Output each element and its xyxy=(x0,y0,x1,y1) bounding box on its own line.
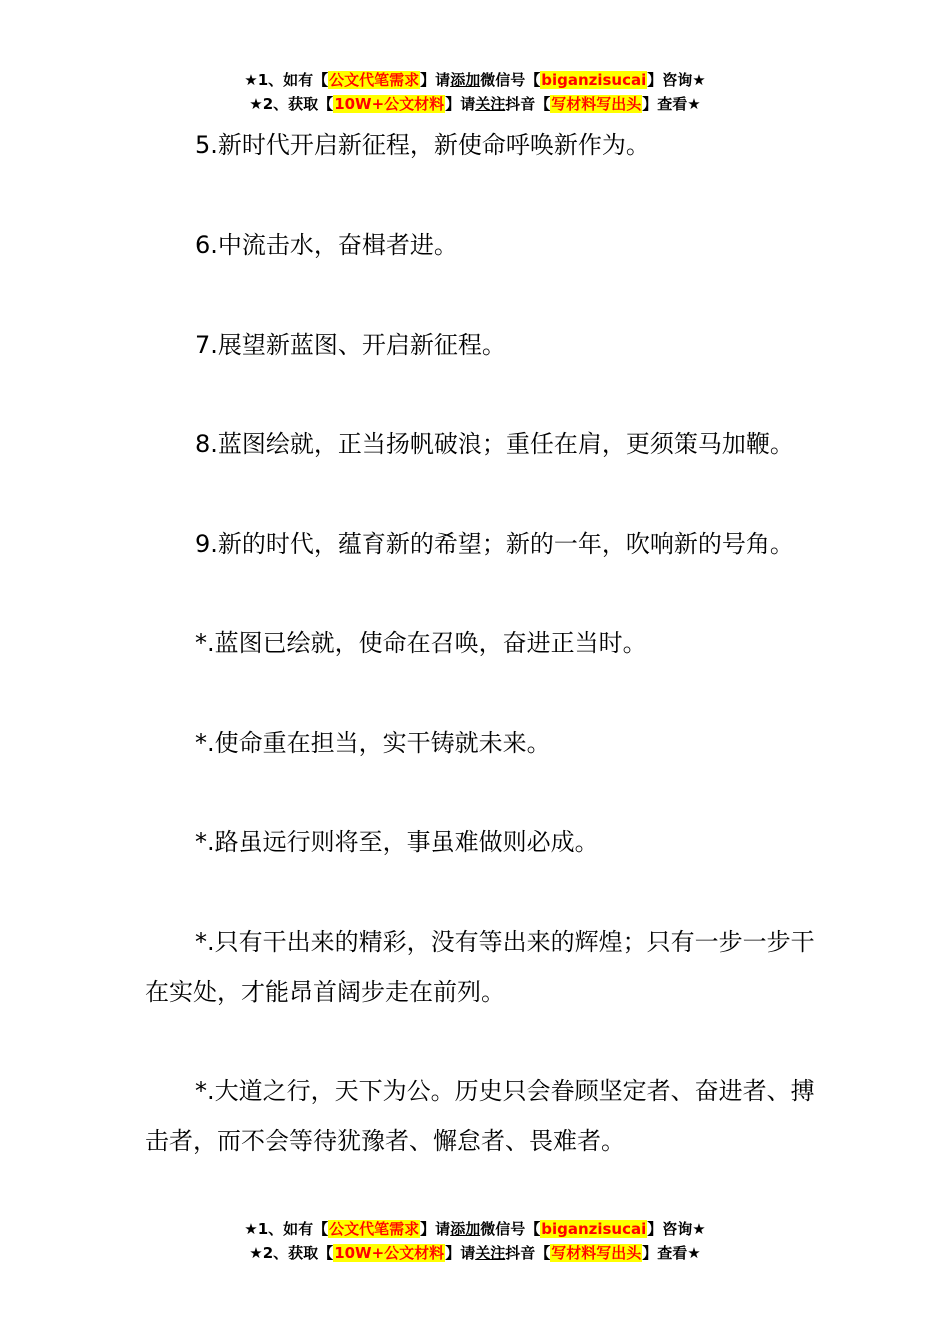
paragraph-star-1: *.蓝图已绘就，使命在召唤，奋进正当时。 xyxy=(195,629,647,657)
paragraph-9: 9.新的时代，蕴育新的希望；新的一年，吹响新的号角。 xyxy=(195,530,794,558)
highlight-wechat-id: biganzisucai xyxy=(541,1220,647,1238)
banner-line-2 xyxy=(0,1241,950,1265)
paragraph-star-5: *.大道之行，天下为公。历史只会眷顾坚定者、奋进者、搏击者，而不会等待犹豫者、懈怠者、畏难者。 xyxy=(145,1077,815,1155)
banner-text: ★2、获取【 xyxy=(249,95,334,113)
underlined-text: 关注 xyxy=(475,95,506,113)
banner-text: 】请 xyxy=(445,95,476,113)
banner-text: 】咨询★ xyxy=(647,71,706,89)
highlight-service: 公文代笔需求 xyxy=(329,1220,420,1238)
highlight-wechat-id: biganzisucai xyxy=(541,71,647,89)
paragraph-star-2: *.使命重在担当，实干铸就未来。 xyxy=(195,729,551,757)
paragraph-8: 8.蓝图绘就，正当扬帆破浪；重任在肩，更须策马加鞭。 xyxy=(195,430,794,458)
underlined-text: 添加 xyxy=(450,71,481,89)
paragraph-star-4: *.只有干出来的精彩，没有等出来的辉煌；只有一步一步干在实处，才能昂首阔步走在前列。 xyxy=(145,928,815,1006)
banner-line-1 xyxy=(0,1217,950,1241)
banner-line-1 xyxy=(0,68,950,92)
banner-line-2 xyxy=(0,92,950,116)
banner-text: ★1、如有【 xyxy=(244,1220,329,1238)
banner-text: 】请 xyxy=(420,1220,451,1238)
banner-text: 抖音【 xyxy=(505,95,551,113)
footer-banner xyxy=(0,1217,950,1265)
underlined-text: 关注 xyxy=(475,1244,506,1262)
banner-text: 】咨询★ xyxy=(647,1220,706,1238)
banner-text: ★1、如有【 xyxy=(244,71,329,89)
banner-text: 抖音【 xyxy=(505,1244,551,1262)
header-banner xyxy=(0,68,950,116)
paragraph-5: 5.新时代开启新征程，新使命呼唤新作为。 xyxy=(195,131,650,159)
paragraph-star-3: *.路虽远行则将至，事虽难做则必成。 xyxy=(195,828,599,856)
banner-text: 】查看★ xyxy=(642,95,701,113)
banner-text: ★2、获取【 xyxy=(249,1244,334,1262)
banner-text: 】查看★ xyxy=(642,1244,701,1262)
highlight-materials: 10W+公文材料 xyxy=(334,95,445,113)
banner-text: 微信号【 xyxy=(480,1220,541,1238)
highlight-materials: 10W+公文材料 xyxy=(334,1244,445,1262)
highlight-douyin-account: 写材料写出头 xyxy=(551,1244,642,1262)
banner-text: 】请 xyxy=(420,71,451,89)
banner-text: 微信号【 xyxy=(480,71,541,89)
underlined-text: 添加 xyxy=(450,1220,481,1238)
highlight-service: 公文代笔需求 xyxy=(329,71,420,89)
banner-text: 】请 xyxy=(445,1244,476,1262)
paragraph-6: 6.中流击水，奋楫者进。 xyxy=(195,231,458,259)
paragraph-7: 7.展望新蓝图、开启新征程。 xyxy=(195,331,506,359)
highlight-douyin-account: 写材料写出头 xyxy=(551,95,642,113)
